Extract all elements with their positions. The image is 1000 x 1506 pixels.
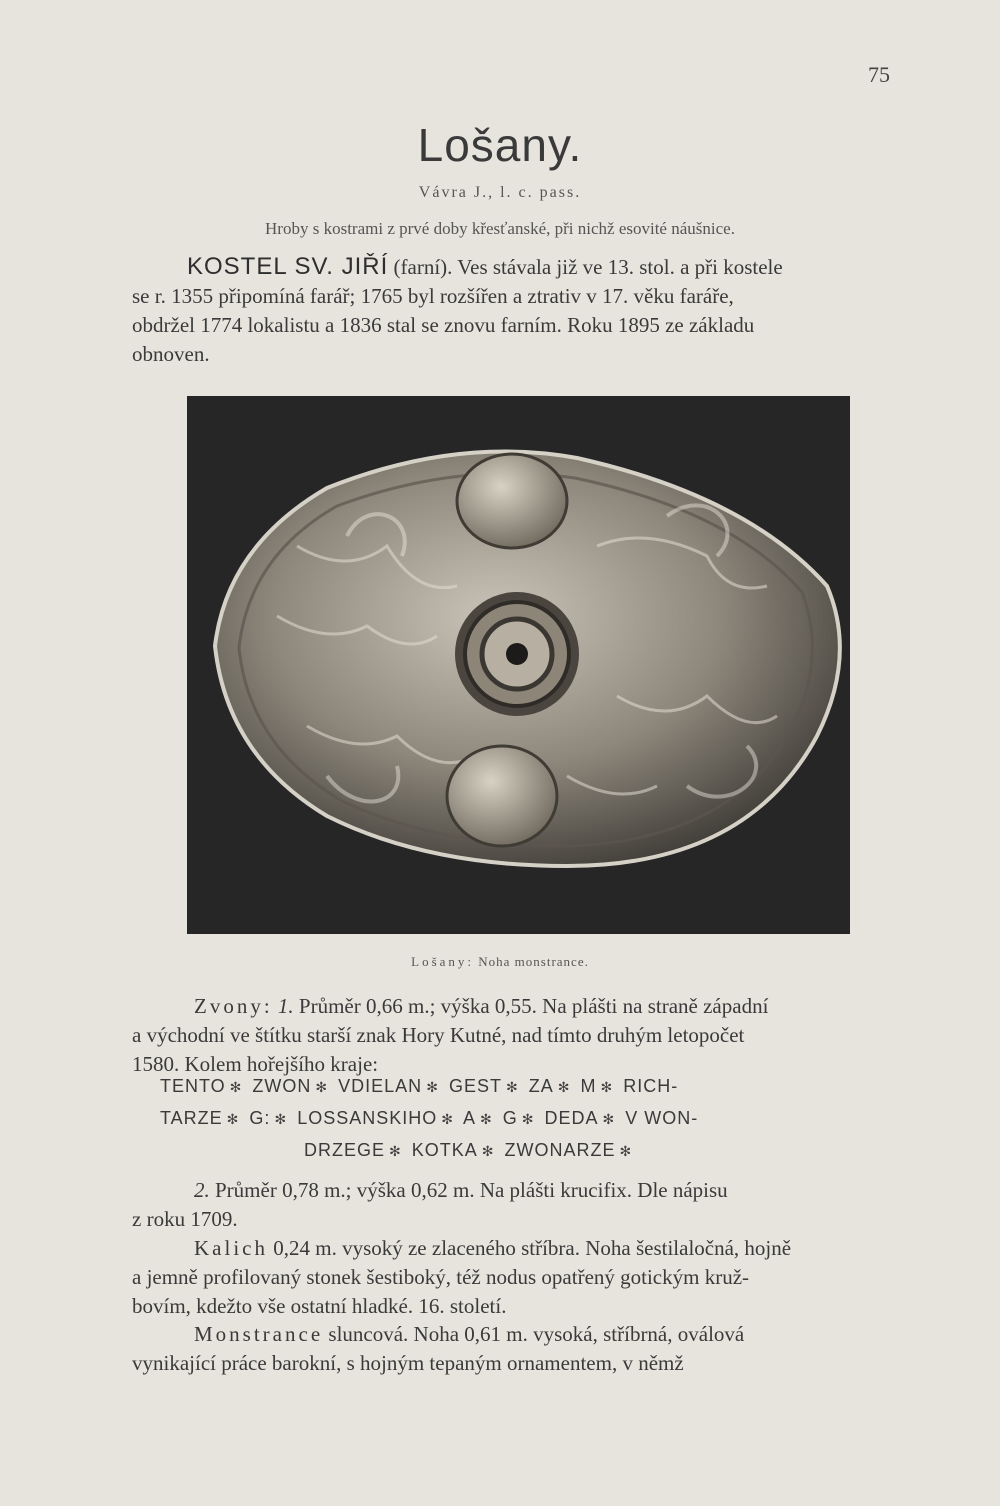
- star-icon: ✻: [389, 1143, 402, 1159]
- page-title: Lošany.: [417, 119, 583, 171]
- star-icon: ✻: [557, 1079, 571, 1095]
- star-icon: ✻: [426, 1079, 439, 1095]
- star-icon: ✻: [505, 1079, 519, 1095]
- star-icon: ✻: [226, 1111, 240, 1127]
- figure-caption: [0, 954, 1000, 970]
- kalich-label: Kalich: [194, 1236, 268, 1260]
- kostel-line-2: se r. 1355 připomíná farář; 1765 byl rozšířen a ztrativ v 17. věku faráře,: [132, 284, 734, 308]
- inscription-word: KOTKA: [411, 1140, 478, 1160]
- zvony-paragraph: [132, 992, 896, 1079]
- kostel-line-1: [132, 252, 896, 282]
- monstrance-foot-photo: [187, 396, 850, 934]
- zvony-line-3: 1580. Kolem hořejšího kraje:: [132, 1052, 379, 1076]
- inscription-word: ZWON: [252, 1076, 312, 1096]
- star-icon: ✻: [441, 1111, 454, 1127]
- monstrance-line-1-text: sluncová. Noha 0,61 m. vysoká, stříbrná, oválová: [328, 1322, 745, 1346]
- bell-2-paragraph: [132, 1176, 896, 1234]
- inscription-row-3: [304, 1140, 636, 1161]
- kalich-paragraph: [132, 1234, 896, 1321]
- kalich-line-2: a jemně profilovaný stonek šestiboký, též nodus opatřený gotickým kruž-: [132, 1265, 750, 1289]
- bell-1-number: 1.: [277, 994, 294, 1018]
- star-icon: ✻: [315, 1079, 329, 1095]
- kostel-line-3: obdržel 1774 lokalistu a 1836 stal se znovu farním. Roku 1895 ze základu: [132, 313, 755, 337]
- kalich-line-1: [132, 1234, 896, 1263]
- inscription-word: VDIELAN: [338, 1076, 423, 1096]
- inscription-word: ZA: [528, 1076, 554, 1096]
- monstrance-paragraph: [132, 1320, 896, 1378]
- source-reference: Vávra J., l. c. pass.: [418, 184, 582, 201]
- page-number: 75: [868, 62, 890, 87]
- star-icon: ✻: [602, 1111, 616, 1127]
- kostel-line-1-text: (farní). Ves stávala již ve 13. stol. a při kostele: [393, 255, 783, 279]
- star-icon: ✻: [480, 1111, 493, 1127]
- bell-2-line-1-text: Průměr 0,78 m.; výška 0,62 m. Na plášti krucifix. Dle nápisu: [215, 1178, 728, 1202]
- star-icon: ✻: [481, 1143, 495, 1159]
- inscription-word: RICH-: [623, 1076, 679, 1096]
- inscription-word: DEDA: [544, 1108, 599, 1128]
- star-icon: ✻: [274, 1111, 288, 1127]
- inscription-row-1: [160, 1076, 678, 1097]
- kostel-paragraph: [132, 252, 896, 369]
- zvony-line-1: [132, 992, 896, 1021]
- star-icon: ✻: [619, 1143, 633, 1159]
- star-icon: ✻: [600, 1079, 614, 1095]
- kostel-heading: KOSTEL SV. JIŘÍ: [187, 253, 389, 280]
- inscription-word: TENTO: [160, 1076, 226, 1096]
- kalich-line-3: bovím, kdežto vše ostatní hladké. 16. století.: [132, 1294, 507, 1318]
- monstrance-foot-illustration: [187, 396, 850, 934]
- inscription-word: GEST: [448, 1076, 502, 1096]
- inscription-word: DRZEGE: [304, 1140, 386, 1160]
- inscription-word: ZWONARZE: [504, 1140, 616, 1160]
- star-icon: ✻: [521, 1111, 535, 1127]
- graves-note: Hroby s kostrami z prvé doby křesťanské, při nichž esovité náušnice.: [265, 219, 735, 238]
- kalich-line-1-text: 0,24 m. vysoký ze zlaceného stříbra. Noha šestilaločná, hojně: [273, 1236, 792, 1260]
- kostel-line-4: obnoven.: [132, 342, 210, 366]
- inscription-word: A: [462, 1108, 476, 1128]
- bell-2-line-2: z roku 1709.: [132, 1207, 238, 1231]
- inscription-word: V WON-: [625, 1108, 699, 1128]
- inscription-row-2: [160, 1108, 698, 1129]
- bell-2-number: 2.: [194, 1178, 210, 1202]
- bell-2-line-1: [132, 1176, 896, 1205]
- star-icon: ✻: [229, 1079, 243, 1095]
- monstrance-line-2: vynikající práce barokní, s hojným tepaným ornamentem, v němž: [132, 1351, 684, 1375]
- caption-text: Noha monstrance.: [478, 954, 589, 969]
- zvony-line-2: a východní ve štítku starší znak Hory Kutné, nad tímto druhým letopočet: [132, 1023, 745, 1047]
- inscription-word: G: [502, 1108, 518, 1128]
- inscription-word: TARZE: [160, 1108, 223, 1128]
- zvony-line-1-text: Průměr 0,66 m.; výška 0,55. Na plášti na straně západní: [298, 994, 769, 1018]
- zvony-label: Zvony:: [194, 994, 273, 1018]
- inscription-word: M: [580, 1076, 597, 1096]
- caption-place: Lošany:: [411, 954, 475, 969]
- inscription-word: G:: [249, 1108, 271, 1128]
- monstrance-label: Monstrance: [194, 1322, 324, 1346]
- monstrance-line-1: [132, 1320, 896, 1349]
- inscription-word: LOSSANSKIHO: [297, 1108, 438, 1128]
